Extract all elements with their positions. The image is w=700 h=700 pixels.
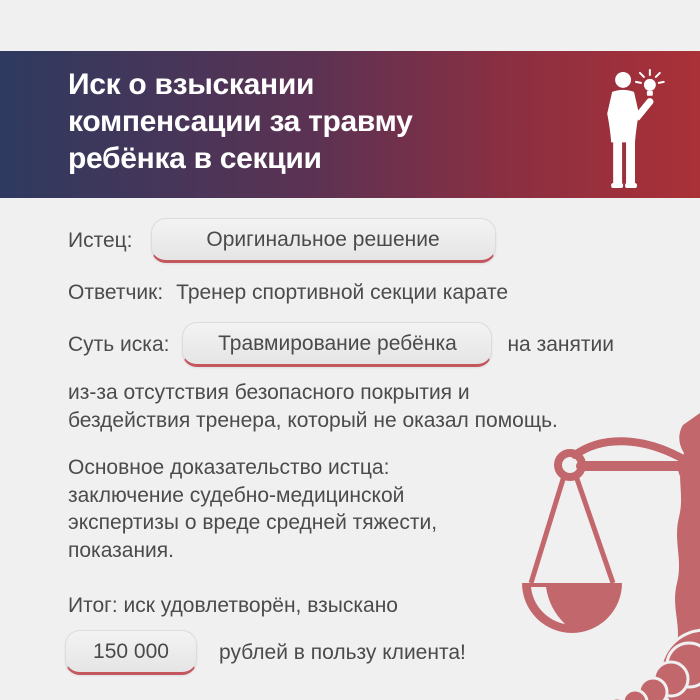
claim-suffix: на занятии — [507, 332, 614, 356]
header-banner — [0, 51, 700, 198]
evidence-line-1: Основное доказательство истца: — [68, 456, 390, 479]
claim-row — [68, 322, 614, 367]
page-title — [68, 66, 413, 177]
claim-description — [68, 379, 558, 435]
plaintiff-label: Истец: — [68, 228, 133, 252]
defendant-label: Ответчик: — [68, 281, 164, 304]
claim-value-chip: Травмирование ребёнка — [182, 322, 492, 367]
claim-description-line-1: из-за отсутствия безопасного покрытия и — [68, 381, 470, 404]
amount-suffix: рублей в пользу клиента! — [219, 640, 466, 664]
result-intro: Итог: иск удовлетворён, взыскано — [68, 594, 398, 617]
defendant-row — [68, 279, 508, 307]
claim-description-line-2: бездействия тренера, который не оказал помощь. — [68, 409, 558, 432]
businessman-lightbulb-icon — [598, 69, 668, 193]
amount-chip: 150 000 — [65, 630, 197, 675]
evidence-line-2: заключение судебно-медицинской — [68, 483, 405, 507]
scales-of-justice-icon — [505, 413, 700, 700]
plaintiff-row — [68, 218, 496, 263]
evidence-paragraph — [68, 454, 437, 564]
evidence-line-3: экспертизы о вреде средней тяжести, — [68, 511, 438, 534]
title-line-1: Иск о взыскании — [68, 68, 315, 101]
plaintiff-value-chip: Оригинальное решение — [151, 218, 496, 263]
defendant-value: Тренер спортивной секции карате — [176, 281, 509, 304]
result-amount-row — [65, 630, 466, 675]
evidence-line-4: показания. — [68, 538, 174, 562]
title-line-2: компенсации за травму — [68, 105, 413, 138]
claim-label: Суть иска: — [68, 332, 170, 356]
title-line-3: ребёнка в секции — [68, 142, 322, 175]
